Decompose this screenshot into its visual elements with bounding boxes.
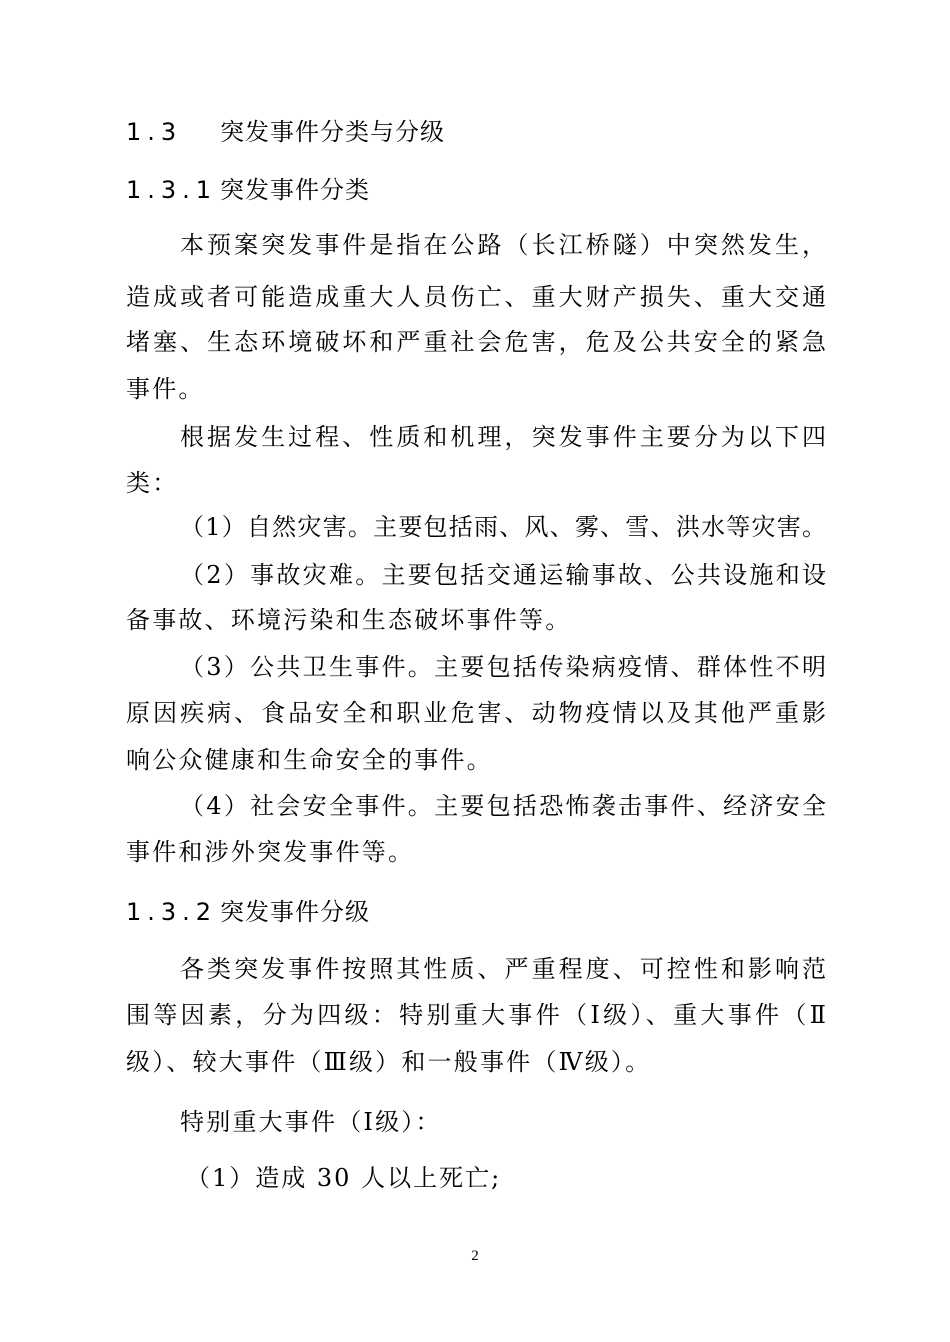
- paragraph-line: 造成或者可能造成重大人员伤亡、重大财产损失、重大交通: [126, 283, 826, 311]
- section-title: 突发事件分类与分级: [220, 118, 445, 146]
- paragraph-line: 级）、较大事件（Ⅲ级）和一般事件（Ⅳ级）。: [126, 1048, 652, 1076]
- section-number: 1.3: [126, 118, 183, 146]
- category-line: （2）事故灾难。主要包括交通运输事故、公共设施和设: [180, 561, 826, 589]
- section-heading-1-3-2: [126, 896, 826, 928]
- paragraph-line: 根据发生过程、性质和机理，突发事件主要分为以下四: [180, 423, 826, 451]
- category-line: （4）社会安全事件。主要包括恐怖袭击事件、经济安全: [180, 792, 826, 820]
- section-number: 1.3.2: [126, 898, 218, 926]
- paragraph-line: 各类突发事件按照其性质、严重程度、可控性和影响范: [180, 955, 826, 983]
- category-line: （1）自然灾害。主要包括雨、风、雾、雪、洪水等灾害。: [180, 513, 826, 541]
- category-line: （3）公共卫生事件。主要包括传染病疫情、群体性不明: [180, 653, 826, 681]
- paragraph-line: 事件。: [126, 375, 205, 403]
- section-number: 1.3.1: [126, 176, 218, 204]
- category-line: 备事故、环境污染和生态破坏事件等。: [126, 606, 572, 634]
- category-line: 响公众健康和生命安全的事件。: [126, 746, 493, 774]
- section-title: 突发事件分类: [220, 176, 370, 204]
- section-heading-1-3: [126, 116, 826, 148]
- level-heading: 特别重大事件（Ⅰ级）：: [180, 1108, 442, 1136]
- page-number: 2: [471, 1248, 479, 1264]
- section-heading-1-3-1: [126, 174, 826, 206]
- paragraph-line: 类：: [126, 469, 179, 497]
- category-line: 原因疾病、食品安全和职业危害、动物疫情以及其他严重影: [126, 699, 826, 727]
- paragraph-line: 围等因素，分为四级：特别重大事件（Ⅰ级）、重大事件（Ⅱ: [126, 1001, 826, 1029]
- paragraph-line: 堵塞、生态环境破坏和严重社会危害，危及公共安全的紧急: [126, 328, 826, 356]
- category-line: 事件和涉外突发事件等。: [126, 838, 415, 866]
- level-item: （1）造成 30 人以上死亡;: [186, 1164, 502, 1192]
- paragraph-line: 本预案突发事件是指在公路（长江桥隧）中突然发生，: [180, 231, 826, 259]
- section-title: 突发事件分级: [220, 898, 370, 926]
